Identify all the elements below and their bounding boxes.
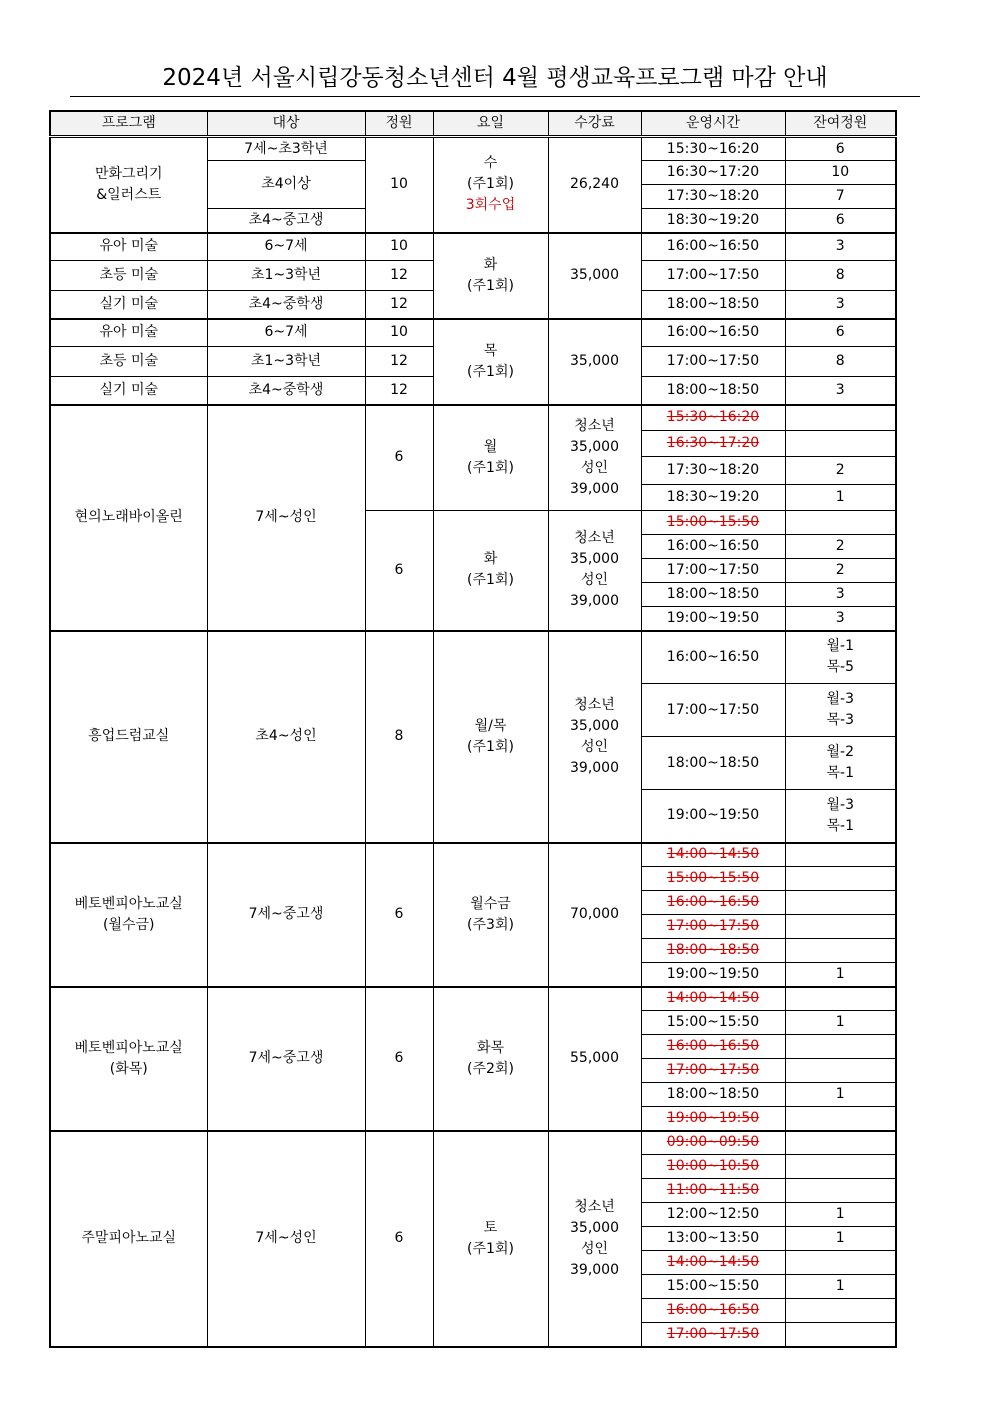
remaining-cell: 6	[785, 319, 896, 347]
remaining-cell-line: 월-2	[826, 744, 854, 760]
capacity-cell: 6	[365, 405, 433, 511]
time-slot: 19:00~19:50	[641, 1107, 785, 1131]
remaining-cell	[785, 684, 896, 737]
time-slot: 11:00~11:50	[641, 1179, 785, 1203]
target-cell: 7세~초3학년	[207, 137, 365, 161]
remaining-cell: 1	[785, 963, 896, 987]
day-cell	[433, 137, 548, 233]
day-cell	[433, 319, 548, 405]
time-slot: 17:30~18:20	[641, 185, 785, 209]
program-name-line: 만화그리기	[94, 165, 163, 182]
time-slot: 17:00~17:50	[641, 559, 785, 583]
remaining-cell	[785, 405, 896, 431]
time-slot: 14:00~14:50	[641, 1251, 785, 1275]
fee-cell	[548, 511, 641, 631]
capacity-cell: 6	[365, 843, 433, 987]
capacity-cell: 10	[365, 137, 433, 233]
capacity-cell: 6	[365, 1131, 433, 1347]
capacity-cell: 8	[365, 631, 433, 843]
remaining-cell	[785, 511, 896, 535]
day-cell-line: (주1회)	[467, 1240, 514, 1257]
capacity-cell: 12	[365, 291, 433, 319]
time-slot: 18:30~19:20	[641, 209, 785, 233]
remaining-cell	[785, 1059, 896, 1083]
time-slot: 12:00~12:50	[641, 1203, 785, 1227]
remaining-cell	[785, 631, 896, 684]
capacity-cell: 12	[365, 261, 433, 291]
fee-cell	[548, 405, 641, 511]
remaining-cell: 3	[785, 291, 896, 319]
program-name: 초등 미술	[50, 261, 207, 291]
remaining-cell	[785, 737, 896, 790]
time-slot: 15:00~15:50	[641, 1011, 785, 1035]
remaining-cell: 8	[785, 347, 896, 377]
program-name-line: 베토벤피아노교실	[74, 1039, 183, 1056]
remaining-cell	[785, 1155, 896, 1179]
fee-cell: 35,000	[548, 233, 641, 319]
time-slot: 17:00~17:50	[641, 1323, 785, 1347]
remaining-cell	[785, 867, 896, 891]
capacity-cell: 6	[365, 511, 433, 631]
time-slot: 15:00~15:50	[641, 1275, 785, 1299]
remaining-cell-line: 월-1	[826, 638, 854, 655]
fee-cell-line: 35,000	[570, 1219, 619, 1236]
program-name: 유아 미술	[50, 319, 207, 347]
time-slot: 16:00~16:50	[641, 319, 785, 347]
program-name: 현의노래바이올린	[50, 405, 207, 631]
remaining-cell	[785, 891, 896, 915]
target-cell: 6~7세	[207, 319, 365, 347]
remaining-cell	[785, 790, 896, 843]
day-cell	[433, 405, 548, 511]
remaining-cell: 3	[785, 233, 896, 261]
fee-cell	[548, 1131, 641, 1347]
fee-cell-line: 청소년	[574, 417, 615, 434]
day-cell-line: 화목	[476, 1039, 505, 1056]
fee-cell-line: 35,000	[570, 438, 619, 455]
time-slot: 16:00~16:50	[641, 1299, 785, 1323]
header-remaining: 잔여정원	[785, 111, 896, 137]
program-name: 주말피아노교실	[50, 1131, 207, 1347]
remaining-cell: 10	[785, 161, 896, 185]
remaining-cell	[785, 1299, 896, 1323]
time-slot: 17:00~17:50	[641, 261, 785, 291]
time-slot: 15:30~16:20	[641, 405, 785, 431]
fee-cell-line: 성인	[580, 1240, 609, 1257]
time-slot: 18:00~18:50	[641, 737, 785, 790]
fee-cell-line: 35,000	[570, 717, 619, 734]
remaining-cell	[785, 987, 896, 1011]
day-cell	[433, 843, 548, 987]
program-name: 실기 미술	[50, 291, 207, 319]
remaining-cell: 3	[785, 607, 896, 631]
page-title: 2024년 서울시립강동청소년센터 4월 평생교육프로그램 마감 안내	[70, 60, 920, 97]
capacity-cell: 10	[365, 319, 433, 347]
time-slot: 19:00~19:50	[641, 963, 785, 987]
target-cell: 7세~성인	[207, 405, 365, 631]
target-cell: 7세~성인	[207, 1131, 365, 1347]
remaining-cell	[785, 1131, 896, 1155]
program-name	[50, 843, 207, 987]
day-cell-line: (주2회)	[467, 1060, 514, 1077]
day-cell-line: 월	[483, 438, 498, 455]
fee-cell-line: 39,000	[570, 480, 619, 497]
remaining-cell: 3	[785, 377, 896, 405]
day-cell-line: 화	[483, 256, 498, 273]
table-row	[50, 319, 896, 347]
fee-cell-line: 39,000	[570, 1261, 619, 1278]
target-cell: 초4~중학생	[207, 291, 365, 319]
header-fee: 수강료	[548, 111, 641, 137]
remaining-cell	[785, 939, 896, 963]
time-slot: 17:00~17:50	[641, 347, 785, 377]
fee-cell: 35,000	[548, 319, 641, 405]
day-cell-line: 수	[483, 155, 498, 172]
remaining-cell: 8	[785, 261, 896, 291]
remaining-cell: 1	[785, 1011, 896, 1035]
fee-cell-line: 성인	[580, 572, 609, 589]
time-slot: 14:00~14:50	[641, 987, 785, 1011]
target-cell: 초4~중학생	[207, 377, 365, 405]
day-cell-line: 화	[483, 551, 498, 568]
time-slot: 16:00~16:50	[641, 631, 785, 684]
time-slot: 14:00~14:50	[641, 843, 785, 867]
time-slot: 18:00~18:50	[641, 1083, 785, 1107]
target-cell: 초1~3학년	[207, 347, 365, 377]
remaining-cell: 2	[785, 559, 896, 583]
day-cell	[433, 631, 548, 843]
remaining-cell-line: 월-3	[826, 796, 854, 813]
remaining-cell	[785, 1179, 896, 1203]
table-row	[50, 405, 896, 431]
fee-cell-line: 성인	[580, 459, 609, 476]
table-row	[50, 1131, 896, 1155]
target-cell: 초4이상	[207, 161, 365, 209]
time-slot: 09:00~09:50	[641, 1131, 785, 1155]
table-row	[50, 631, 896, 684]
remaining-cell: 3	[785, 583, 896, 607]
remaining-cell	[785, 1323, 896, 1347]
day-cell	[433, 233, 548, 319]
time-slot: 16:00~16:50	[641, 233, 785, 261]
remaining-cell: 6	[785, 137, 896, 161]
remaining-cell	[785, 1035, 896, 1059]
remaining-cell	[785, 843, 896, 867]
program-name: 초등 미술	[50, 347, 207, 377]
time-slot: 17:00~17:50	[641, 1059, 785, 1083]
target-cell: 초4~성인	[207, 631, 365, 843]
capacity-cell: 12	[365, 377, 433, 405]
time-slot: 18:30~19:20	[641, 485, 785, 511]
remaining-cell: 1	[785, 1203, 896, 1227]
target-cell: 7세~중고생	[207, 987, 365, 1131]
remaining-cell-line: 월-3	[826, 691, 854, 707]
fee-cell-line: 39,000	[570, 593, 619, 610]
table-row	[50, 137, 896, 161]
header-time: 운영시간	[641, 111, 785, 137]
header-day: 요일	[433, 111, 548, 137]
capacity-cell: 12	[365, 347, 433, 377]
fee-cell-line: 성인	[580, 738, 609, 755]
fee-cell-line: 청소년	[574, 1198, 615, 1215]
time-slot: 15:00~15:50	[641, 511, 785, 535]
target-cell: 6~7세	[207, 233, 365, 261]
time-slot: 16:00~16:50	[641, 1035, 785, 1059]
program-name-line: 베토벤피아노교실	[74, 895, 183, 912]
fee-cell-line: 청소년	[574, 530, 615, 547]
remaining-cell: 1	[785, 485, 896, 511]
day-cell-line: 토	[483, 1219, 498, 1236]
remaining-cell: 1	[785, 1227, 896, 1251]
remaining-cell: 1	[785, 1275, 896, 1299]
day-cell-line: (주1회)	[467, 277, 514, 294]
remaining-cell-line: 목-1	[826, 817, 854, 834]
remaining-cell: 6	[785, 209, 896, 233]
time-slot: 10:00~10:50	[641, 1155, 785, 1179]
table-body	[50, 137, 896, 1347]
fee-cell: 55,000	[548, 987, 641, 1131]
time-slot: 15:30~16:20	[641, 137, 785, 161]
day-cell-line: (주1회)	[467, 572, 514, 589]
header-program: 프로그램	[50, 111, 207, 137]
day-cell-line: 월수금	[470, 895, 511, 912]
fee-cell	[548, 631, 641, 843]
time-slot: 15:00~15:50	[641, 867, 785, 891]
time-slot: 17:30~18:20	[641, 457, 785, 485]
remaining-cell	[785, 1107, 896, 1131]
day-cell	[433, 987, 548, 1131]
time-slot: 16:30~17:20	[641, 431, 785, 457]
fee-cell: 70,000	[548, 843, 641, 987]
time-slot: 18:00~18:50	[641, 583, 785, 607]
time-slot: 18:00~18:50	[641, 377, 785, 405]
remaining-cell: 2	[785, 457, 896, 485]
day-cell-line: (주1회)	[467, 363, 514, 380]
time-slot: 19:00~19:50	[641, 607, 785, 631]
remaining-cell: 2	[785, 535, 896, 559]
day-cell-line: (주1회)	[467, 738, 514, 755]
time-slot: 18:00~18:50	[641, 939, 785, 963]
fee-cell-line: 청소년	[574, 696, 615, 713]
time-slot: 17:00~17:50	[641, 684, 785, 737]
header-target: 대상	[207, 111, 365, 137]
remaining-cell: 7	[785, 185, 896, 209]
capacity-cell: 10	[365, 233, 433, 261]
program-name: 흥업드럼교실	[50, 631, 207, 843]
fee-cell-line: 35,000	[570, 551, 619, 568]
target-cell: 초4~중고생	[207, 209, 365, 233]
table-row	[50, 987, 896, 1011]
class-note: 3회수업	[465, 197, 516, 214]
day-cell-line: 목	[483, 342, 498, 359]
target-cell: 7세~중고생	[207, 843, 365, 987]
day-cell	[433, 1131, 548, 1347]
program-name	[50, 137, 207, 233]
fee-cell: 26,240	[548, 137, 641, 233]
table-row	[50, 843, 896, 867]
time-slot: 18:00~18:50	[641, 291, 785, 319]
day-cell-line: (주1회)	[467, 176, 514, 193]
time-slot: 17:00~17:50	[641, 915, 785, 939]
remaining-cell	[785, 431, 896, 457]
program-name: 실기 미술	[50, 377, 207, 405]
remaining-cell	[785, 915, 896, 939]
time-slot: 16:00~16:50	[641, 891, 785, 915]
day-cell-line: (주1회)	[467, 459, 514, 476]
remaining-cell	[785, 1251, 896, 1275]
capacity-cell: 6	[365, 987, 433, 1131]
time-slot: 19:00~19:50	[641, 790, 785, 843]
remaining-cell-line: 목-5	[826, 659, 854, 676]
program-name: 유아 미술	[50, 233, 207, 261]
time-slot: 13:00~13:50	[641, 1227, 785, 1251]
fee-cell-line: 39,000	[570, 759, 619, 776]
day-cell	[433, 511, 548, 631]
table-row	[50, 233, 896, 261]
remaining-cell-line: 목-3	[826, 712, 854, 728]
day-cell-line: (주3회)	[467, 916, 514, 933]
program-name-line: (월수금)	[103, 916, 155, 933]
table-header	[50, 111, 896, 137]
remaining-cell: 1	[785, 1083, 896, 1107]
remaining-cell-line: 목-1	[826, 765, 854, 781]
target-cell: 초1~3학년	[207, 261, 365, 291]
program-name-line: &일러스트	[96, 186, 162, 203]
header-capacity: 정원	[365, 111, 433, 137]
program-name	[50, 987, 207, 1131]
schedule-table	[49, 110, 897, 1348]
time-slot: 16:00~16:50	[641, 535, 785, 559]
day-cell-line: 월/목	[474, 717, 507, 734]
program-name-line: (화목)	[109, 1060, 148, 1077]
time-slot: 16:30~17:20	[641, 161, 785, 185]
